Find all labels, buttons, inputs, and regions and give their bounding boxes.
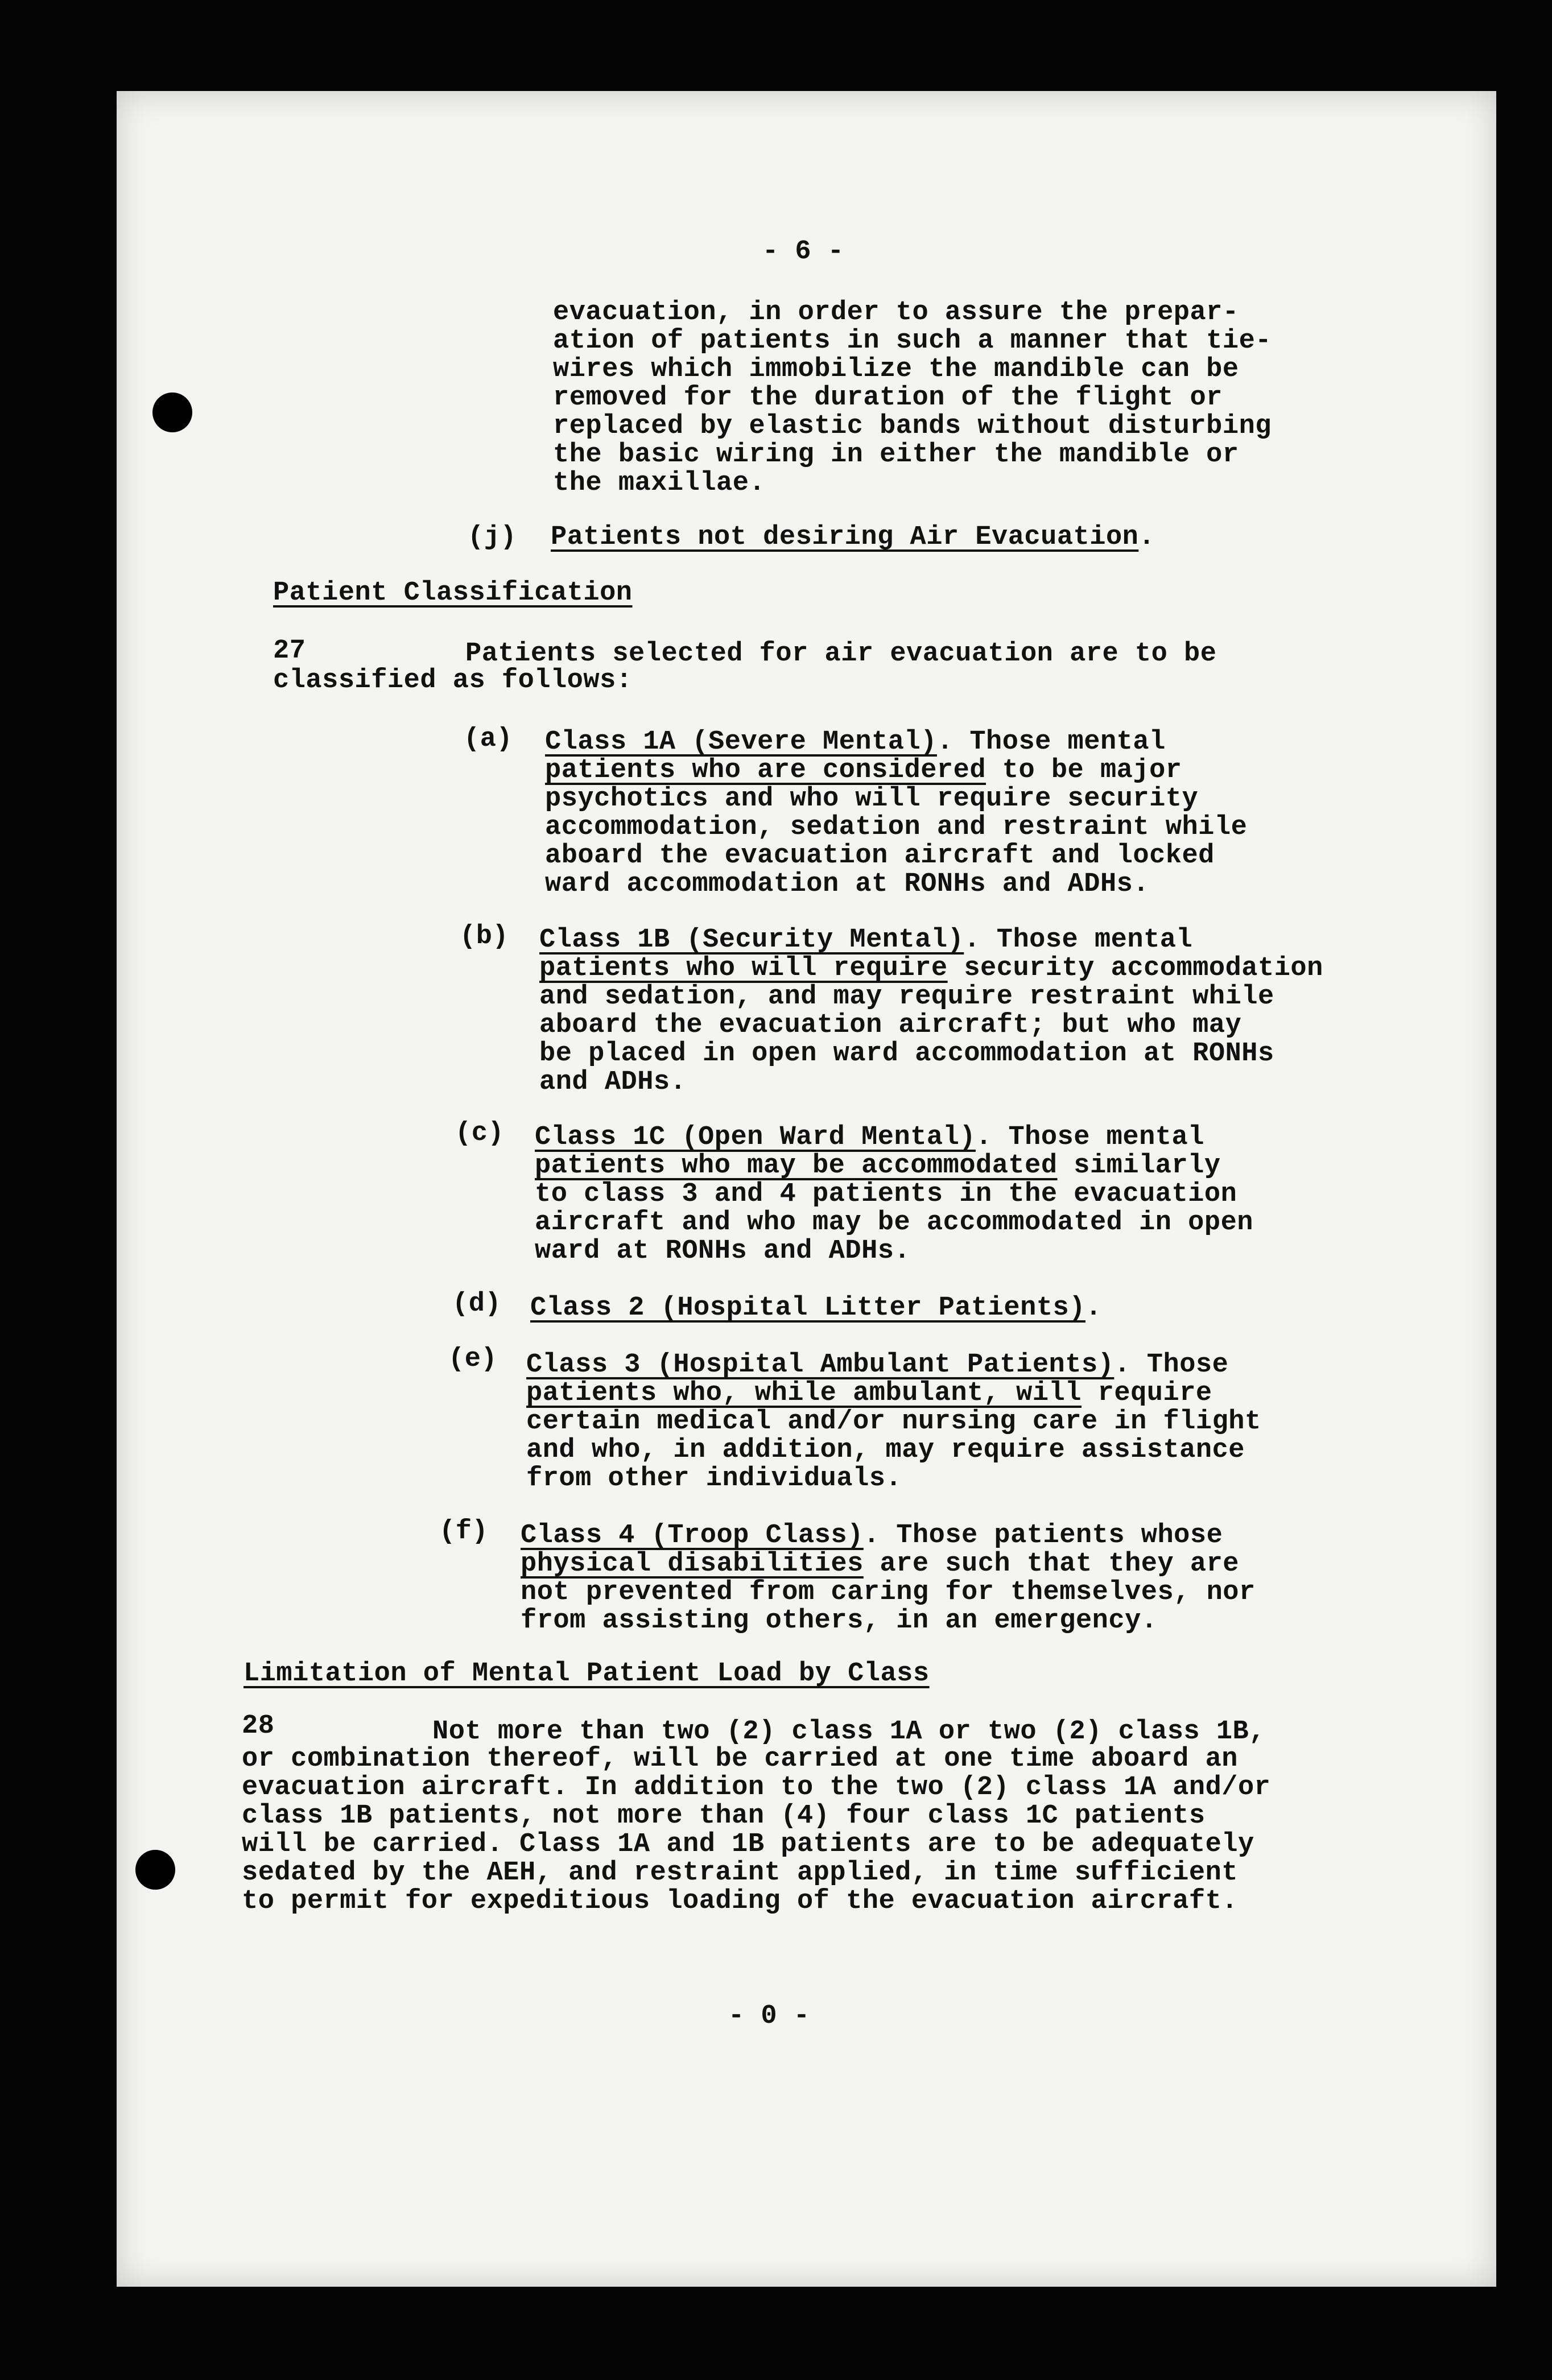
item-j-marker: (j) <box>468 522 517 552</box>
para-28-line: Not more than two (2) class 1A or two (2) class 1B, <box>432 1717 1265 1747</box>
item-e-heading: Class 3 (Hospital Ambulant Patients) <box>526 1350 1115 1380</box>
item-f-rest: are such that they are <box>863 1549 1240 1579</box>
item-f-lead: . Those patients whose <box>863 1520 1223 1551</box>
para-28-line: to permit for expeditious loading of the evacuation aircraft. <box>242 1886 1238 1916</box>
item-c-line <box>535 1123 1204 1152</box>
para-28-line: will be carried. Class 1A and 1B patients are to be adequately <box>242 1829 1254 1860</box>
item-a-line <box>545 728 1166 757</box>
item-b-line: be placed in open ward accommodation at RONHs <box>539 1039 1274 1069</box>
item-c-underlined: patients who may be accommodated <box>535 1151 1058 1181</box>
item-e-line <box>526 1351 1228 1379</box>
section-heading-patient-classification: Patient Classification <box>273 578 633 608</box>
item-e-line <box>526 1379 1212 1408</box>
item-a-marker: (a) <box>464 724 513 754</box>
item-e-line: from other individuals. <box>526 1464 902 1494</box>
page-number-top: - 6 - <box>762 237 844 267</box>
item-e-underlined: patients who, while ambulant, will <box>526 1378 1082 1408</box>
para-27-line: Patients selected for air evacuation are to be <box>465 639 1217 669</box>
item-j-heading: Patients not desiring Air Evacuation <box>551 522 1139 552</box>
item-a-line: psychotics and who will require security <box>545 784 1199 814</box>
item-c-heading: Class 1C (Open Ward Mental) <box>535 1122 976 1152</box>
text-line: removed for the duration of the flight or <box>553 383 1223 413</box>
para-28-number: 28 <box>242 1711 275 1741</box>
item-j <box>551 523 1155 552</box>
item-f-line <box>521 1550 1239 1579</box>
item-a-line <box>545 757 1182 785</box>
item-f-heading: Class 4 (Troop Class) <box>521 1520 864 1551</box>
page-number-bottom: - 0 - <box>728 2001 810 2031</box>
item-f-marker: (f) <box>439 1517 489 1547</box>
section-heading-limitation: Limitation of Mental Patient Load by Class <box>243 1659 930 1689</box>
para-28-line: class 1B patients, not more than (4) four class 1C patients <box>242 1801 1206 1831</box>
item-d-heading: Class 2 (Hospital Litter Patients) <box>530 1293 1085 1323</box>
item-b-line: and ADHs. <box>539 1067 687 1097</box>
item-a-heading: Class 1A (Severe Mental) <box>545 727 937 757</box>
item-e-line: and who, in addition, may require assistance <box>526 1435 1245 1465</box>
item-a-line: aboard the evacuation aircraft and locked <box>545 841 1215 871</box>
item-b-line <box>539 926 1192 955</box>
item-f-underlined: physical disabilities <box>521 1549 864 1579</box>
item-b-underlined: patients who will require <box>539 953 948 984</box>
item-c-line: aircraft and who may be accommodated in open <box>535 1208 1254 1238</box>
item-b-line <box>539 955 1323 983</box>
text-line: the basic wiring in either the mandible or <box>553 440 1239 470</box>
item-c-rest: similarly <box>1057 1151 1221 1181</box>
text-line: the maxillae. <box>553 468 766 498</box>
para-27-line: classified as follows: <box>273 666 633 696</box>
item-c-lead: . Those mental <box>976 1122 1204 1152</box>
para-28-line: evacuation aircraft. In addition to the two (2) class 1A and/or <box>242 1772 1271 1803</box>
item-f-line: not prevented from caring for themselves, nor <box>521 1577 1256 1608</box>
item-c-marker: (c) <box>455 1118 505 1148</box>
item-j-end: . <box>1138 522 1155 552</box>
item-b-rest: security accommodation <box>947 953 1323 984</box>
text-line: evacuation, in order to assure the prepar- <box>553 298 1239 328</box>
para-27-number: 27 <box>273 636 306 666</box>
item-b-heading: Class 1B (Security Mental) <box>539 925 964 955</box>
item-f-line: from assisting others, in an emergency. <box>521 1606 1158 1636</box>
item-a-lead: . Those mental <box>936 727 1166 757</box>
item-c-line <box>535 1152 1221 1180</box>
text-line: ation of patients in such a manner that tie- <box>553 326 1272 356</box>
item-b-line: and sedation, and may require restraint while <box>539 982 1274 1012</box>
item-d-marker: (d) <box>452 1289 502 1319</box>
item-b-lead: . Those mental <box>964 925 1193 955</box>
text-line: wires which immobilize the mandible can be <box>553 354 1239 385</box>
item-b-line: aboard the evacuation aircraft; but who may <box>539 1010 1242 1040</box>
item-e-lead: . Those <box>1114 1350 1229 1380</box>
text-line: replaced by elastic bands without disturbing <box>553 411 1272 441</box>
punch-hole <box>152 392 192 432</box>
item-b-marker: (b) <box>460 922 509 952</box>
item-e-marker: (e) <box>448 1344 498 1374</box>
item-f-line <box>521 1522 1223 1550</box>
item-a-line: accommodation, sedation and restraint while <box>545 812 1248 842</box>
item-d-line <box>530 1294 1102 1323</box>
item-a-underlined: patients who are considered <box>545 755 986 786</box>
punch-hole <box>135 1850 175 1890</box>
item-a-rest: to be major <box>986 755 1182 786</box>
item-d-lead: . <box>1085 1293 1102 1323</box>
item-e-rest: require <box>1081 1378 1212 1408</box>
para-28-line: sedated by the AEH, and restraint applied, in time sufficient <box>242 1858 1238 1888</box>
item-a-line: ward accommodation at RONHs and ADHs. <box>545 869 1150 899</box>
item-e-line: certain medical and/or nursing care in flight <box>526 1407 1261 1437</box>
item-c-line: ward at RONHs and ADHs. <box>535 1236 911 1266</box>
para-28-line: or combination thereof, will be carried at one time aboard an <box>242 1744 1238 1774</box>
item-c-line: to class 3 and 4 patients in the evacuation <box>535 1179 1237 1209</box>
